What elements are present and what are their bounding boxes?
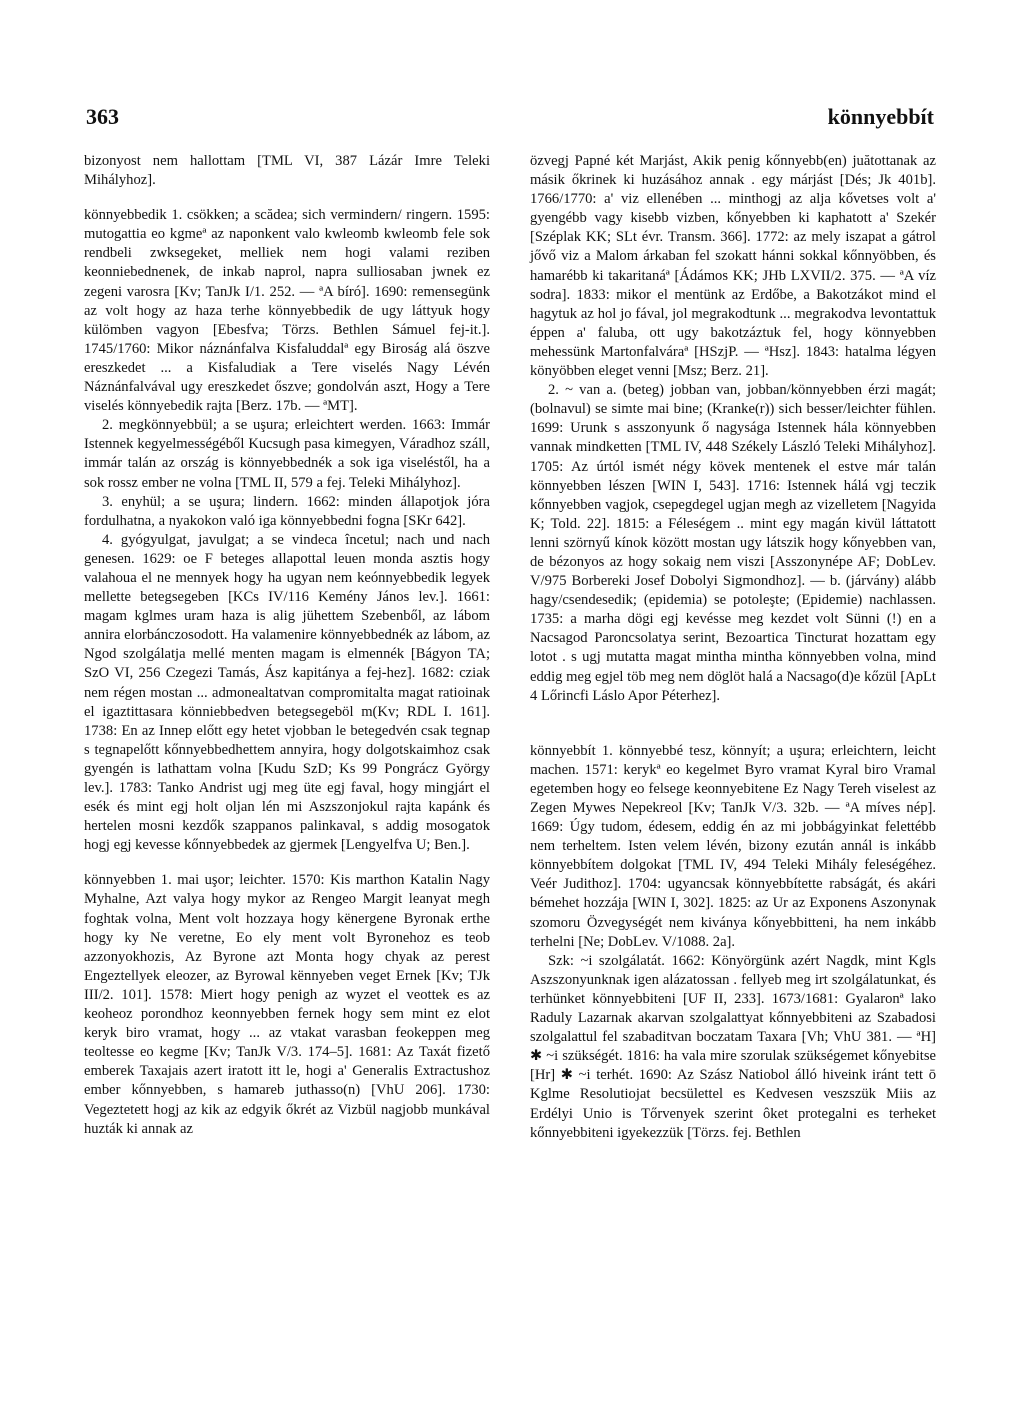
sense-3: 3. enyhül; a se uşura; lindern. 1662: minden állapotjok jóra fordulhatna, a nyakokon való iga könnyebbedni fogna [SKr 642]. [84, 493, 490, 529]
entry-konnyebbit: könnyebbít 1. könnyebbé tesz, könnyít; a uşura; erleichtern, leicht machen. 1571: kerykª eo kegelmet Byro vramat Kyral biro Vramal egetemben hogy eo felsege keonnyebitene Ez Nagy Tereh viselest az Zegen Mywes Nepekreol [Kv; TanJk V/3. 32b. — ªA míves nép]. 1669: Úgy tudom, édesem, eddig én az mi jobbágyinkat felettébb nem terheltem. Isten velem lévén, bizony ezután annál is inkább könnyebbítem dolgokat [TML IV, 494 Teleki Mihály feleségéhez. Veér Judithoz]. 1704: ugyancsak könnyebbítette rabságát, és akári bémehet hozzája [WIN I, 302]. 1825: az Ur az Exponens Aszonynak szomoru Özvegységét nem kiványa kőnyebbitteni, ha nem inkább terhelni [Ne; DobLev. V/1088. 2a]. [530, 742, 936, 950]
sense-2: 2. ~ van a. (beteg) jobban van, jobban/könnyebben érzi magát; (bolnavul) se simte mai bine; (Kranke(r)) sich besser/leichter fühlen. 1699: Urunk s asszonyunk ő nagysága Istennek hála könnyebben vannak mindketten [TML IV, 448 Székely László Teleki Mihályhoz]. 1705: Az úrtól ismét négy kövek mentenek el estve már talán könnyebben lészen [WIN I, 543]. 1716: Istennek hálá vgj teczik kőnnyebben vagjok, csepegdegel ugjan megh az vizelletem [Nagyida K; Told. 22]. 1815: a Féleségem .. mint egy magán kivül láttatott lenni szörnyű kínok között mostan ugy látszik hogy kőnyebben van, de bézonyos az hogy sokaig nem viszi [Asszonynépe AF; DobLev. V/975 Borbereki Josef Dobolyi Sigmondhoz]. — b. (járvány) alább hagy/csendesedik; (epidemia) se potoleşte; (Epidemie) nachlassen. 1735: a marha dögi egj kevésse meg kezdet volt Sünni (!) en a Nacsagod Paroncsolatya serint, Bezoartica Tincturat hozattam egy lotot . s ugj mutatta magat mintha mintha könnyebben volna, mind eddig meg egjel töb meg nem döglöt halá a Nacsago(d)e kőzül [ApLt 4 Lőrincfi Láslo Apor Péterhez]. [530, 382, 936, 704]
paragraph: özvegj Papné két Marjást, Akik penig kőnnyebb(en) juătottanak az másik őkrinek ki huzásához annak . egy márjást [Dés; Jk 401b]. 1766/1770: a' viz ellenében ... minthogj az alja kővetses volt a' gyengébb vagy kisebb vizben, kőnyebben ki kaphatott a' Szekér [Széplak KK; SLt évr. Transm. 366]. 1772: az mely iszapat a gátrol jővő viz a Malom árkaban fel szokatt hánni sokkal kőnnyöbben, és hamarébb ki takaritanáª [Ádámos KK; JHb LXVII/2. 375. — ªA víz sodra]. 1833: mikor el mentünk az Erdőbe, a Bakotzákot mind el hagytuk az hol jo fával, jol megrakodtunk ... megrakodva levontattuk éppen a' faluba, ott ugy bakotzáztuk fel, hogy könnyebben mehessünk Martonfalváraª [HSzjP. — ªHsz]. 1843: hatalma légyen könyöbben eleget venni [Msz; Berz. 21]. [530, 153, 936, 380]
sense-2: 2. megkönnyebbül; a se uşura; erleichtert werden. 1663: Immár Istennek kegyelmességéből Kucsugh pasa kimegyen, Váradhoz száll, immár talán az ország is könnyebbednék a sok iga viseléstől, ha a sok rossz ember ne volna [TML II, 579 a fej. Teleki Mihályhoz]. [84, 417, 490, 491]
left-column [84, 152, 490, 1139]
entry-konnyebbedik: könnyebbedik 1. csökken; a scădea; sich vermindern/ ringern. 1595: mutogattia eo kgmeª az naponkent valo kwleomb kwleomb fele sok rendbeli zwksegeket, melliek nem hogi valami reziben keonniebednenek, de inkab naprol, napra sulliosaban jwnek ez zegeni varosra [Kv; TanJk I/1. 252. — ªA bíró]. 1690: remensegünk az volt hogy az haza terhe könnyebbedik de ugy láttyuk hogy külömben vagyon [Ebesfva; Törzs. Bethlen Sámuel fej-it.]. 1745/1760: Mikor náznánfalva Kisfaluddalª egy Biroság alá öszve ereszkedet ... a Kisfaludiak a Tere viselés Nagy Lévén Náznánfalvával ugy ereszkedet őszve; gondolván aszt, Hogy a Tere viselés könnyebedik rajta [Berz. 17b. — ªMT]. [84, 207, 490, 415]
right-column [530, 152, 936, 1143]
page-number: 363 [86, 104, 119, 129]
sense-4: 4. gyógyulgat, javulgat; a se vindeca încetul; nach und nach genesen. 1629: oe F beteges allapottal leuen monda asztis hogy valahoua el ne mennyek hogy ha ugyan nem keónnyebbedik legyek mellette betegsegeben [KCs IV/116 Kemény János lev.]. 1661: magam kglmes uram haza is alig jühettem Szebenből, az lábom annira elorbánczosodott. Ha valamenire könnyebbednék az lábom, az Ngod szolgálatja mellé menten magam is elmennék [Bágyon TA; SzO VI, 256 Czegezi Tamás, Ász kapitánya a fej-hez]. 1682: cziak nem régen mostan ... admonealtatvan compromitalta magat ratioinak el igaztittasara könniebbedven betegsegeböl m(Kv; RDL I. 161]. 1738: En az Innep előtt egy hetet vjobban le betegedvén csak tegnap s tegnapelőtt kőnnyebbedhettem annyira, hogy dolgotskaimhoz csak gyengén is lathattam volna [Kudu SzD; Ks 99 Pongrácz György lev.]. 1783: Tanko Andrist ugj meg üte egj faval, hogy mingjárt el esék és mint egj holt oljan lén mi Aszszonjokul rajta kapánk és hertelen mosni kezdők szappanos palinkaval, s addig mosogatok hogj egj kevesse kőnnyebbedek az gjermek [Lengyelfva U; Ben.]. [84, 531, 490, 854]
paragraph: bizonyost nem hallottam [TML VI, 387 Lázár Imre Teleki Mihályhoz]. [84, 153, 490, 189]
running-headword: könnyebbít [827, 104, 934, 129]
phrases-szk: Szk: ~i szolgálatát. 1662: Könyörgünk azért Nagdk, mint Kgls Aszszonyunknak igen alázatossan . fellyeb meg irt szolgálatunkat, és terhünket könnyebbiteni [UF II, 233]. 1673/1681: Gyalaronª lako Raduly Lazarnak akarvan szolgalattyat kőnnyebbiteni az Szabadosi szolgalattul fel szabaditvan boczatam Taxara [Vh; VhU 381. — ªH] ✱ ~i szükségét. 1816: ha vala mire szorulak szükségemet kőnyebitse [Hr] ✱ ~i terhét. 1690: Az Szász Natiobol álló hiveink iránt tett ō Kglme Resolutiojat becsülettel es Kedvesen veszszük Miis az Erdélyi Unio is Tőrvenyek szerint ôket protegalni es terheket kőnnyebbiteni igyekezzük [Törzs. fej. Bethlen [530, 952, 936, 1141]
entry-konnyebben: könnyebben 1. mai uşor; leichter. 1570: Kis marthon Katalin Nagy Myhalne, Azt valya hogy mykor az Rengeo Margit leanyat megh foghtak volna, Ment volt hozzaya hogy kënergene Byronak erthe hogy ky Ne veretne, Eo ely ment volt Byronehoz es teob azzonyokhozis, Az Byrone azt Monta hogy chyak az perest Engeztellyek eleozer, az Byrowal kënnyeben veget Ernek [Kv; TJk III/2. 101]. 1578: Miert hogy penigh az wyzet el veottek es az keoheoz porondhoz keonnyebben fernek hogy sem mint ez elot keryk biro vramat, hogy ... az vtakat varasban feokeppen meg teoltesse eo kegme [Kv; TanJk V/3. 174–5]. 1681: Az Taxát fizető emberek Taxajais azert iratott itt le, hogi a' Generalis Extractushoz ember kőnnyebben, s hamareb juthasso(n) [VhU 206]. 1730: Vegeztetett hogj az kik az edgyik őkrét az Vizbül nagjobb munkával huzták ki annak az [84, 872, 490, 1137]
